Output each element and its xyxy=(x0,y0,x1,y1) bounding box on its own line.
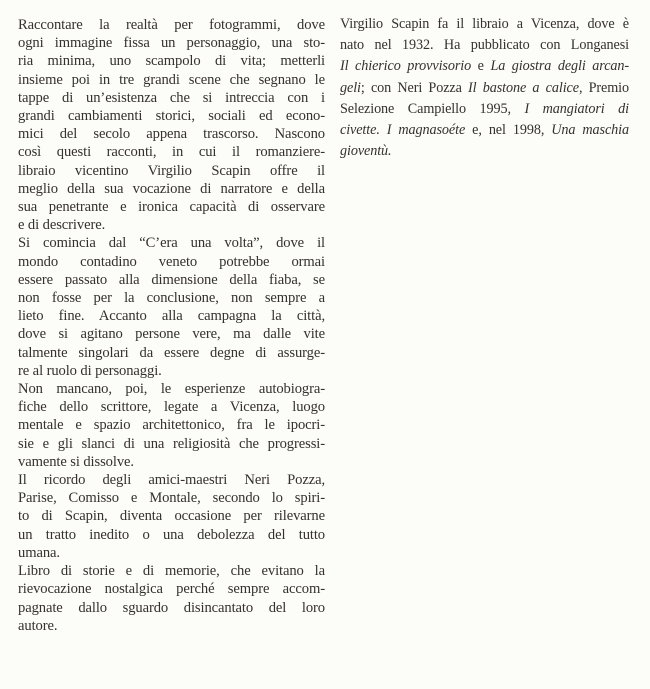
text-line xyxy=(18,16,325,34)
body-text: mentale e spazio architettonico, fra le ipocri- xyxy=(18,417,325,434)
body-text: Parise, Comisso e Montale, secondo lo spiri- xyxy=(18,490,325,507)
text-line xyxy=(18,271,325,289)
body-text: re al ruolo di personaggi. xyxy=(18,362,162,379)
text-line xyxy=(18,599,325,617)
body-text: Libro di storie e di memorie, che evitano la xyxy=(18,563,325,580)
body-text: lieto fine. Accanto alla campagna la città, xyxy=(18,308,325,325)
body-text: ; con Neri Pozza xyxy=(360,79,469,96)
body-text: Il ricordo degli amici-maestri Neri Pozza, xyxy=(18,472,325,489)
text-line xyxy=(18,125,325,143)
body-text: ogni immagine fissa un personaggio, una sto- xyxy=(18,35,325,52)
body-text: dove si agitano persone vere, ma dalle vite xyxy=(18,326,325,343)
body-text: ria minima, uno scampolo di vita; metterli xyxy=(18,53,325,70)
book-title-text: Il bastone a calice xyxy=(468,79,579,96)
text-line xyxy=(18,398,325,416)
body-text: sie e gli slanci di una religiosità che progressi- xyxy=(18,435,325,452)
body-text: nato nel 1932. Ha pubblicato con Longanesi xyxy=(340,37,629,54)
text-line xyxy=(340,141,629,162)
text-line xyxy=(18,234,325,252)
body-text: meglio della sua vocazione di narratore e della xyxy=(18,180,325,197)
text-line xyxy=(18,180,325,198)
body-text: mici del secolo appena trascorso. Nascono xyxy=(18,126,325,143)
text-line xyxy=(18,107,325,125)
body-text: insieme poi in tre grandi scene che segnano le xyxy=(18,71,325,88)
body-text: un tratto inedito o una debolezza del tutto xyxy=(18,526,325,543)
body-text: e, nel 1998, xyxy=(465,122,552,139)
right-text-column xyxy=(340,14,629,162)
text-line xyxy=(18,617,325,635)
text-line xyxy=(18,507,325,525)
text-line xyxy=(340,14,629,35)
body-text: sua penetrante e ironica capacità di osservare xyxy=(18,199,325,216)
text-line xyxy=(18,71,325,89)
text-line xyxy=(340,56,629,77)
text-line xyxy=(18,489,325,507)
book-title-text: gioventù. xyxy=(340,143,392,160)
text-line xyxy=(18,580,325,598)
text-line xyxy=(18,325,325,343)
body-text: autore. xyxy=(18,617,58,634)
body-text: to di Scapin, diventa occasione per rilevarne xyxy=(18,508,325,525)
text-line xyxy=(340,120,629,141)
body-text: talmente singolari da essere degne di assurge- xyxy=(18,344,325,361)
text-line xyxy=(18,380,325,398)
book-title-text: geli xyxy=(340,79,361,96)
text-line xyxy=(18,435,325,453)
text-line xyxy=(18,162,325,180)
book-title-text: I mangiatori di xyxy=(524,100,629,117)
text-line xyxy=(18,89,325,107)
text-line xyxy=(18,344,325,362)
body-text: rievocazione nostalgica perché sempre accom- xyxy=(18,581,325,598)
text-line xyxy=(340,35,629,56)
text-line xyxy=(18,143,325,161)
body-text: pagnate dallo sguardo disincantato del loro xyxy=(18,599,325,616)
text-line xyxy=(18,307,325,325)
book-title-text: Una maschia xyxy=(551,122,630,139)
body-text: e di descrivere. xyxy=(18,217,106,234)
book-title-text: La giostra degli arcan- xyxy=(490,58,630,75)
text-line xyxy=(18,453,325,471)
body-text: e xyxy=(471,58,491,75)
text-line xyxy=(340,78,629,99)
body-text: mondo contadino veneto potrebbe ormai xyxy=(18,253,325,270)
body-text: fiche dello scrittore, legate a Vicenza, luogo xyxy=(18,399,325,416)
body-text: libraio vicentino Virgilio Scapin offre il xyxy=(18,162,325,179)
text-line xyxy=(18,216,325,234)
body-text: Virgilio Scapin fa il libraio a Vicenza, dove è xyxy=(340,16,629,32)
body-text: umana. xyxy=(18,544,60,561)
book-title-text: civette. I magnasoéte xyxy=(340,122,466,139)
body-text: vamente si dissolve. xyxy=(18,453,134,470)
text-line xyxy=(18,562,325,580)
body-text: tappe di un’esistenza che si intreccia con i xyxy=(18,89,325,106)
text-line xyxy=(340,99,629,120)
text-line xyxy=(18,544,325,562)
body-text: così questi racconti, in cui il romanziere- xyxy=(18,144,325,161)
left-text-column xyxy=(18,16,325,635)
body-text: essere passato alla dimensione della fiaba, se xyxy=(18,271,325,288)
text-line xyxy=(18,34,325,52)
text-line xyxy=(18,362,325,380)
body-text: non fosse per la conclusione, non sempre a xyxy=(18,290,325,307)
text-line xyxy=(18,289,325,307)
body-text: , Premio xyxy=(578,79,630,96)
body-text: Raccontare la realtà per fotogrammi, dove xyxy=(18,17,325,33)
book-title-text: Il chierico provvisorio xyxy=(340,58,472,75)
text-line xyxy=(18,253,325,271)
text-line xyxy=(18,198,325,216)
text-line xyxy=(18,416,325,434)
body-text: Non mancano, poi, le esperienze autobiogra- xyxy=(18,381,325,398)
body-text: Si comincia dal “C’era una volta”, dove il xyxy=(18,235,325,252)
text-line xyxy=(18,526,325,544)
text-line xyxy=(18,471,325,489)
body-text: grandi cambiamenti storici, sociali ed econo- xyxy=(18,108,325,125)
text-line xyxy=(18,52,325,70)
body-text: Selezione Campiello 1995, xyxy=(340,100,525,117)
